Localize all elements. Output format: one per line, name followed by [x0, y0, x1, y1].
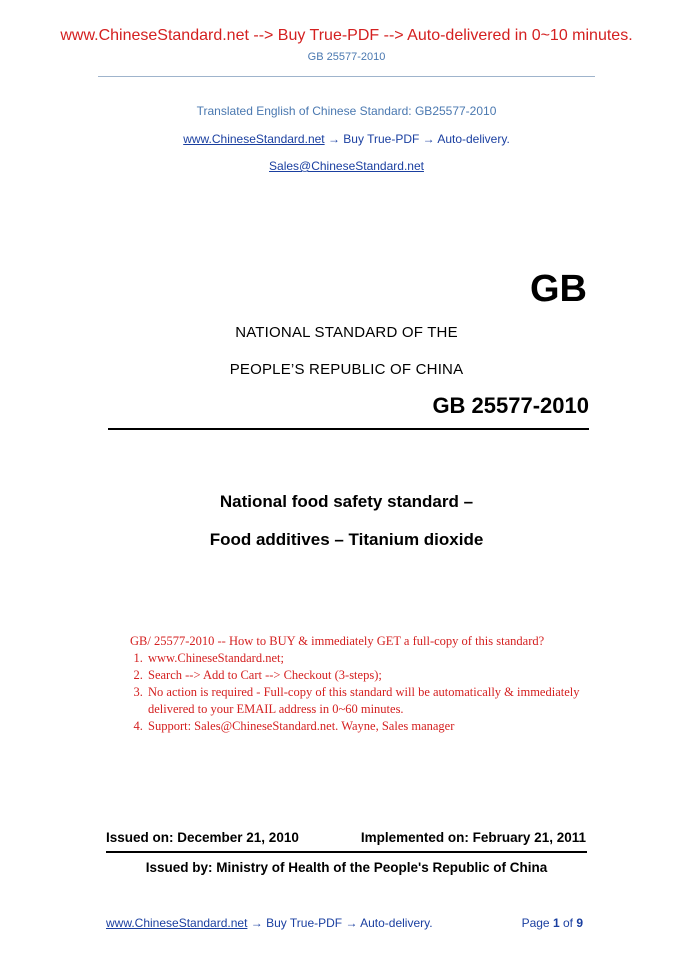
page-indicator — [522, 916, 583, 930]
sales-email-link[interactable]: Sales@ChineseStandard.net — [269, 159, 424, 173]
site-line — [0, 132, 693, 146]
header-divider — [98, 76, 595, 77]
page-total: 9 — [576, 916, 583, 930]
national-standard-line2: PEOPLE’S REPUBLIC OF CHINA — [229, 361, 464, 378]
dates-divider — [106, 851, 587, 853]
implemented-on-date: Implemented on: February 21, 2011 — [360, 830, 586, 845]
issued-on-date: Issued on: December 21, 2010 — [106, 830, 299, 845]
standard-code: GB 25577-2010 — [432, 393, 589, 418]
purchase-step[interactable]: 1. www.ChineseStandard.net; — [146, 650, 600, 667]
footer-site-suffix: → Buy True-PDF → Auto-delivery. — [247, 916, 433, 930]
page-of: of — [559, 916, 577, 930]
issued-by: Issued by: Ministry of Health of the People's Republic of China — [145, 860, 548, 875]
site-line-suffix: → Buy True-PDF → Auto-delivery. — [324, 132, 510, 146]
site-link[interactable]: www.ChineseStandard.net — [183, 132, 325, 146]
translated-notice: Translated English of Chinese Standard: GB25577-2010 — [196, 104, 497, 118]
purchase-step: 4. Support: Sales@ChineseStandard.net. Wayne, Sales manager — [146, 718, 600, 735]
purchase-steps — [130, 650, 600, 735]
header-standard-code: GB 25577-2010 — [307, 51, 386, 63]
footer-site-line — [106, 916, 433, 930]
page-current: 1 — [552, 916, 560, 930]
purchase-step: 2. Search --> Add to Cart --> Checkout (3-steps); — [146, 667, 600, 684]
national-standard-line1: NATIONAL STANDARD OF THE — [235, 324, 458, 341]
page-label: Page — [521, 916, 553, 930]
top-banner[interactable]: www.ChineseStandard.net --> Buy True-PDF --> Auto-delivered in 0~10 minutes. — [60, 27, 633, 44]
title-divider — [108, 428, 589, 430]
document-title-line2: Food additives – Titanium dioxide — [209, 530, 484, 549]
gb-logo: GB — [530, 268, 587, 310]
purchase-step: 3. No action is required - Full-copy of this standard will be automatically & immediately delivered to your EMAIL address in 0~60 minutes. — [146, 684, 600, 718]
purchase-instructions — [130, 633, 600, 735]
footer-site-link[interactable]: www.ChineseStandard.net — [106, 916, 248, 930]
document-title-line1: National food safety standard – — [219, 492, 474, 511]
purchase-heading: GB/ 25577-2010 -- How to BUY & immediately GET a full-copy of this standard? — [130, 634, 545, 648]
